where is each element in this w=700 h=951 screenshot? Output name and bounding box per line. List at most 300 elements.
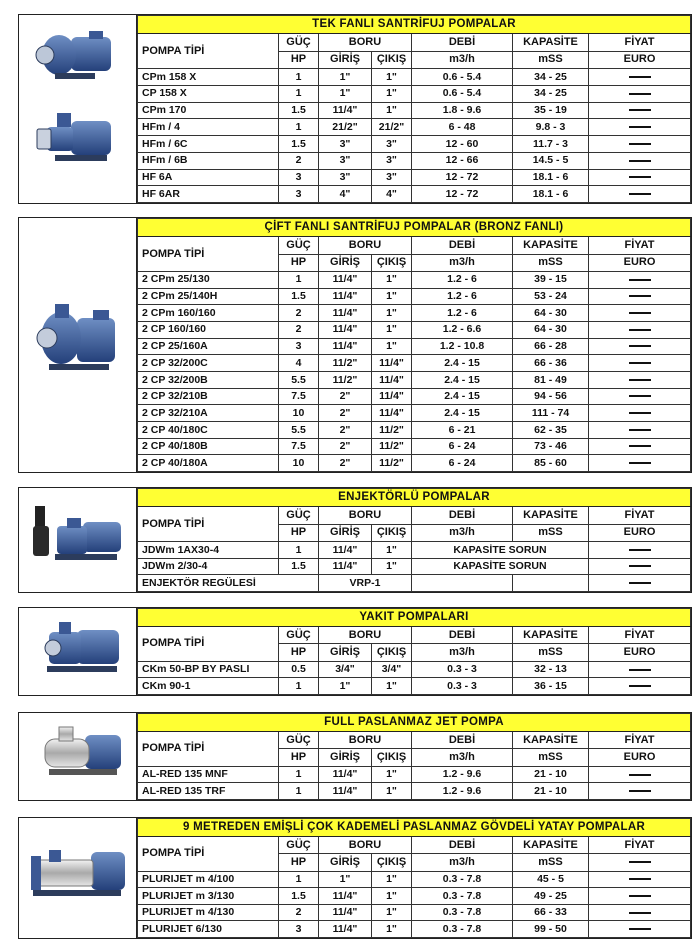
table-row (138, 152, 691, 169)
hp-cell: 3 (279, 338, 319, 355)
twin-impeller-pump-icon (19, 218, 135, 471)
table-row (138, 888, 691, 905)
dash-mark (629, 445, 651, 447)
header-debi: DEBİ (412, 507, 513, 524)
header-kapasite: KAPASİTE (513, 237, 589, 254)
header-pompa-tipi: POMPA TİPİ (138, 837, 279, 872)
debi-cell: 1.2 - 9.6 (412, 766, 513, 783)
header-mss: mSS (513, 524, 589, 541)
header-cikis: ÇIKIŞ (372, 854, 412, 871)
price-cell (589, 558, 691, 575)
table-row (138, 169, 691, 186)
hp-cell: 1 (279, 766, 319, 783)
cikis-cell: 3" (372, 152, 412, 169)
header-pompa-tipi: POMPA TİPİ (138, 237, 279, 272)
table-row (138, 783, 691, 800)
dash-mark (629, 76, 651, 78)
price-cell (589, 904, 691, 921)
header-euro: EURO (589, 749, 691, 766)
ejector-pump-icon (19, 488, 135, 591)
header-euro: EURO (589, 51, 691, 68)
giris-cell: 21/2" (319, 119, 372, 136)
dash-mark (629, 379, 651, 381)
debi-cell: 12 - 60 (412, 136, 513, 153)
price-cell (589, 321, 691, 338)
cikis-cell: 1" (372, 338, 412, 355)
header-guc: GÜÇ (279, 507, 319, 524)
table-row (138, 119, 691, 136)
centrifugal-pump-icon (19, 15, 135, 202)
giris-cell: 4" (319, 186, 372, 203)
kapasite-cell: 66 - 28 (513, 338, 589, 355)
model-cell: HFm / 6C (138, 136, 279, 153)
model-cell: CP 158 X (138, 85, 279, 102)
debi-cell: 0.3 - 3 (412, 678, 513, 695)
table-row (138, 871, 691, 888)
debi-cell: 6 - 48 (412, 119, 513, 136)
table-row (138, 541, 691, 558)
giris-cell: 1" (319, 85, 372, 102)
model-cell: 2 CP 32/200B (138, 371, 279, 388)
price-cell (589, 405, 691, 422)
debi-cell: 12 - 72 (412, 186, 513, 203)
table-row (138, 678, 691, 695)
dash-mark (629, 861, 651, 863)
product-image (19, 488, 137, 592)
cikis-cell: 1" (372, 888, 412, 905)
product-image (19, 818, 137, 938)
debi-cell: 2.4 - 15 (412, 371, 513, 388)
product-image (19, 15, 137, 203)
kapasite-cell: 21 - 10 (513, 783, 589, 800)
hp-cell: 1 (279, 85, 319, 102)
hp-cell: 1.5 (279, 102, 319, 119)
debi-cell: 0.6 - 5.4 (412, 69, 513, 86)
hp-cell: 1 (279, 783, 319, 800)
hp-cell: 3 (279, 169, 319, 186)
debi-cell: 0.3 - 7.8 (412, 888, 513, 905)
hp-cell: 1.5 (279, 558, 319, 575)
stainless-jet-pump-icon (19, 713, 135, 799)
header-kapasite: KAPASİTE (513, 34, 589, 51)
header-pompa-tipi: POMPA TİPİ (138, 507, 279, 542)
model-cell: AL-RED 135 TRF (138, 783, 279, 800)
price-cell (589, 854, 691, 871)
debi-cell: 2.4 - 15 (412, 388, 513, 405)
section-title: ÇİFT FANLI SANTRİFUJ POMPALAR (BRONZ FANLI) (138, 219, 691, 237)
debi-cell: 1.8 - 9.6 (412, 102, 513, 119)
model-cell: 2 CP 40/180C (138, 421, 279, 438)
table-row (138, 85, 691, 102)
table-row (138, 455, 691, 472)
cikis-cell: 1" (372, 558, 412, 575)
giris-cell: 2" (319, 388, 372, 405)
header-cikis: ÇIKIŞ (372, 51, 412, 68)
price-cell (589, 288, 691, 305)
header-m3h: m3/h (412, 644, 513, 661)
cikis-cell: 1" (372, 541, 412, 558)
dash-mark (629, 462, 651, 464)
header-cikis: ÇIKIŞ (372, 254, 412, 271)
kapasite-cell: 14.5 - 5 (513, 152, 589, 169)
price-cell (589, 69, 691, 86)
header-boru: BORU (319, 627, 412, 644)
dash-mark (629, 362, 651, 364)
giris-cell: 11/4" (319, 288, 372, 305)
hp-cell: 1 (279, 119, 319, 136)
model-cell: 2 CP 32/200C (138, 355, 279, 372)
header-pompa-tipi: POMPA TİPİ (138, 34, 279, 69)
price-cell (589, 455, 691, 472)
cikis-cell: 1" (372, 321, 412, 338)
cikis-cell: 1" (372, 783, 412, 800)
debi-cell: 6 - 21 (412, 421, 513, 438)
header-cikis: ÇIKIŞ (372, 524, 412, 541)
header-hp: HP (279, 51, 319, 68)
model-cell: JDWm 1AX30-4 (138, 541, 279, 558)
table-row (138, 186, 691, 203)
model-cell: HF 6AR (138, 186, 279, 203)
hp-cell: 2 (279, 305, 319, 322)
model-cell: PLURIJET m 4/130 (138, 904, 279, 921)
header-guc: GÜÇ (279, 237, 319, 254)
price-cell (589, 388, 691, 405)
kapasite-cell: 34 - 25 (513, 69, 589, 86)
header-giris: GİRİŞ (319, 524, 372, 541)
section-tek-fanli (18, 14, 692, 204)
header-mss: mSS (513, 51, 589, 68)
price-table (137, 488, 691, 592)
price-cell (589, 305, 691, 322)
header-kapasite: KAPASİTE (513, 507, 589, 524)
header-debi: DEBİ (412, 837, 513, 854)
model-cell: 2 CP 25/160A (138, 338, 279, 355)
price-cell (589, 661, 691, 678)
cikis-cell: 1" (372, 921, 412, 938)
header-fiyat: FİYAT (589, 237, 691, 254)
cikis-cell: 3" (372, 169, 412, 186)
table-row (138, 661, 691, 678)
model-cell: CKm 90-1 (138, 678, 279, 695)
cikis-cell: 11/4" (372, 355, 412, 372)
debi-cell: 6 - 24 (412, 455, 513, 472)
dash-mark (629, 109, 651, 111)
giris-cell: 11/4" (319, 783, 372, 800)
model-cell: 2 CPm 25/130 (138, 271, 279, 288)
price-cell (589, 85, 691, 102)
kapasite-cell: 18.1 - 6 (513, 169, 589, 186)
kapasite-cell: 73 - 46 (513, 438, 589, 455)
hp-cell: 3 (279, 921, 319, 938)
cikis-cell: 1" (372, 766, 412, 783)
header-boru: BORU (319, 837, 412, 854)
model-cell: 2 CPm 160/160 (138, 305, 279, 322)
debi-cell: 1.2 - 6.6 (412, 321, 513, 338)
table-row (138, 338, 691, 355)
cikis-cell: 1" (372, 288, 412, 305)
model-cell: 2 CPm 25/140H (138, 288, 279, 305)
table-row (138, 136, 691, 153)
dash-mark (629, 176, 651, 178)
price-cell (589, 888, 691, 905)
hp-cell: 5.5 (279, 371, 319, 388)
header-debi: DEBİ (412, 237, 513, 254)
model-cell: PLURIJET 6/130 (138, 921, 279, 938)
model-cell: 2 CP 32/210B (138, 388, 279, 405)
model-cell: HF 6A (138, 169, 279, 186)
price-table (137, 608, 691, 695)
debi-cell: 1.2 - 9.6 (412, 783, 513, 800)
dash-mark (629, 126, 651, 128)
hp-cell: 1 (279, 69, 319, 86)
price-cell (589, 575, 691, 592)
giris-cell: 2" (319, 421, 372, 438)
dash-mark (629, 878, 651, 880)
model-cell: PLURIJET m 4/100 (138, 871, 279, 888)
model-cell: PLURIJET m 3/130 (138, 888, 279, 905)
giris-cell: 1" (319, 678, 372, 695)
header-giris: GİRİŞ (319, 749, 372, 766)
price-cell (589, 338, 691, 355)
giris-cell: 3/4" (319, 661, 372, 678)
header-m3h: m3/h (412, 749, 513, 766)
debi-cell: 1.2 - 10.8 (412, 338, 513, 355)
price-cell (589, 119, 691, 136)
hp-cell: 1 (279, 271, 319, 288)
giris-cell: 11/4" (319, 338, 372, 355)
cikis-cell: 11/4" (372, 371, 412, 388)
price-cell (589, 921, 691, 938)
debi-cell: 6 - 24 (412, 438, 513, 455)
header-euro: EURO (589, 524, 691, 541)
giris-cell: 3" (319, 152, 372, 169)
dash-mark (629, 279, 651, 281)
header-fiyat: FİYAT (589, 627, 691, 644)
model-cell: 2 CP 40/180A (138, 455, 279, 472)
header-giris: GİRİŞ (319, 254, 372, 271)
hp-cell: 3 (279, 186, 319, 203)
giris-cell: 3" (319, 136, 372, 153)
price-table (137, 218, 691, 472)
section-title: FULL PASLANMAZ JET POMPA (138, 714, 691, 732)
header-guc: GÜÇ (279, 627, 319, 644)
dash-mark (629, 912, 651, 914)
header-fiyat: FİYAT (589, 34, 691, 51)
price-cell (589, 102, 691, 119)
price-cell (589, 438, 691, 455)
dash-mark (629, 345, 651, 347)
kapasite-cell: 49 - 25 (513, 888, 589, 905)
header-fiyat: FİYAT (589, 507, 691, 524)
debi-cell: 0.3 - 3 (412, 661, 513, 678)
section-title: YAKIT POMPALARI (138, 609, 691, 627)
giris-cell: 11/4" (319, 921, 372, 938)
giris-cell: 11/4" (319, 541, 372, 558)
price-cell (589, 186, 691, 203)
header-kapasite: KAPASİTE (513, 627, 589, 644)
header-fiyat: FİYAT (589, 837, 691, 854)
price-cell (589, 783, 691, 800)
kapasite-cell: 21 - 10 (513, 766, 589, 783)
hp-cell: 10 (279, 405, 319, 422)
header-debi: DEBİ (412, 627, 513, 644)
table-row (138, 766, 691, 783)
kapasite-cell: 94 - 56 (513, 388, 589, 405)
header-cikis: ÇIKIŞ (372, 749, 412, 766)
cikis-cell: 1" (372, 271, 412, 288)
hp-cell: 7.5 (279, 388, 319, 405)
kapasite-cell: 9.8 - 3 (513, 119, 589, 136)
dash-mark (629, 429, 651, 431)
dash-mark (629, 93, 651, 95)
dash-mark (629, 774, 651, 776)
debi-cell: 2.4 - 15 (412, 355, 513, 372)
dash-mark (629, 329, 651, 331)
kapasite-cell: 39 - 15 (513, 271, 589, 288)
product-image (19, 713, 137, 800)
debi-cell: 0.3 - 7.8 (412, 904, 513, 921)
hp-cell: 0.5 (279, 661, 319, 678)
hp-cell: 2 (279, 152, 319, 169)
cikis-cell: 1" (372, 904, 412, 921)
hp-cell: 1.5 (279, 136, 319, 153)
header-hp: HP (279, 854, 319, 871)
model-cell: HFm / 6B (138, 152, 279, 169)
hp-cell: 1.5 (279, 288, 319, 305)
header-kapasite: KAPASİTE (513, 837, 589, 854)
price-cell (589, 152, 691, 169)
fuel-pump-icon (19, 608, 135, 694)
regulator-model: VRP-1 (319, 575, 412, 592)
dash-mark (629, 549, 651, 551)
header-euro: EURO (589, 644, 691, 661)
kapasite-cell: 66 - 36 (513, 355, 589, 372)
model-cell: CKm 50-BP BY PASLI (138, 661, 279, 678)
header-guc: GÜÇ (279, 732, 319, 749)
section-paslanmaz-jet (18, 712, 692, 801)
debi-cell: 1.2 - 6 (412, 271, 513, 288)
header-giris: GİRİŞ (319, 51, 372, 68)
section-title: 9 METREDEN EMİŞLİ ÇOK KADEMELİ PASLANMAZ GÖVDELİ YATAY POMPALAR (138, 819, 691, 837)
table-row (138, 288, 691, 305)
dash-mark (629, 160, 651, 162)
kapasite-cell: 81 - 49 (513, 371, 589, 388)
dash-mark (629, 193, 651, 195)
header-hp: HP (279, 254, 319, 271)
cikis-cell: 3/4" (372, 661, 412, 678)
cikis-cell: 1" (372, 305, 412, 322)
capacity-note-cell: KAPASİTE SORUN (412, 558, 589, 575)
header-hp: HP (279, 749, 319, 766)
price-cell (589, 421, 691, 438)
section-title: ENJEKTÖRLÜ POMPALAR (138, 489, 691, 507)
giris-cell: 11/4" (319, 766, 372, 783)
hp-cell: 1 (279, 678, 319, 695)
cikis-cell: 4" (372, 186, 412, 203)
giris-cell: 11/4" (319, 558, 372, 575)
header-giris: GİRİŞ (319, 644, 372, 661)
model-cell: 2 CP 32/210A (138, 405, 279, 422)
price-cell (589, 355, 691, 372)
hp-cell: 1 (279, 541, 319, 558)
cikis-cell: 1" (372, 678, 412, 695)
header-debi: DEBİ (412, 34, 513, 51)
model-cell: 2 CP 40/180B (138, 438, 279, 455)
price-table (137, 818, 691, 938)
cikis-cell: 11/4" (372, 405, 412, 422)
header-m3h: m3/h (412, 51, 513, 68)
kapasite-cell: 34 - 25 (513, 85, 589, 102)
price-cell (589, 271, 691, 288)
dash-mark (629, 895, 651, 897)
header-mss: mSS (513, 644, 589, 661)
hp-cell: 2 (279, 904, 319, 921)
hp-cell: 1 (279, 871, 319, 888)
kapasite-cell: 18.1 - 6 (513, 186, 589, 203)
table-row (138, 371, 691, 388)
price-cell (589, 371, 691, 388)
kapasite-cell: 62 - 35 (513, 421, 589, 438)
header-m3h: m3/h (412, 254, 513, 271)
cikis-cell: 11/2" (372, 438, 412, 455)
debi-cell: 0.3 - 7.8 (412, 921, 513, 938)
header-boru: BORU (319, 237, 412, 254)
debi-cell: 1.2 - 6 (412, 288, 513, 305)
cikis-cell: 1" (372, 85, 412, 102)
header-guc: GÜÇ (279, 837, 319, 854)
kapasite-cell: 85 - 60 (513, 455, 589, 472)
price-cell (589, 871, 691, 888)
dash-mark (629, 312, 651, 314)
price-cell (589, 541, 691, 558)
kapasite-cell: 45 - 5 (513, 871, 589, 888)
header-mss: mSS (513, 749, 589, 766)
price-cell (589, 766, 691, 783)
header-kapasite: KAPASİTE (513, 732, 589, 749)
hp-cell: 10 (279, 455, 319, 472)
header-giris: GİRİŞ (319, 854, 372, 871)
hp-cell: 1.5 (279, 888, 319, 905)
debi-cell: 1.2 - 6 (412, 305, 513, 322)
price-cell (589, 678, 691, 695)
header-euro: EURO (589, 254, 691, 271)
model-cell: CPm 170 (138, 102, 279, 119)
table-row (138, 575, 691, 592)
model-cell: JDWm 2/30-4 (138, 558, 279, 575)
table-row (138, 904, 691, 921)
debi-cell: 0.3 - 7.8 (412, 871, 513, 888)
debi-cell: 0.6 - 5.4 (412, 85, 513, 102)
giris-cell: 11/4" (319, 321, 372, 338)
table-row (138, 388, 691, 405)
giris-cell: 11/4" (319, 305, 372, 322)
header-pompa-tipi: POMPA TİPİ (138, 732, 279, 767)
table-row (138, 438, 691, 455)
kapasite-cell: 64 - 30 (513, 321, 589, 338)
giris-cell: 11/4" (319, 904, 372, 921)
header-mss: mSS (513, 254, 589, 271)
dash-mark (629, 685, 651, 687)
model-cell: HFm / 4 (138, 119, 279, 136)
header-hp: HP (279, 644, 319, 661)
table-row (138, 921, 691, 938)
header-fiyat: FİYAT (589, 732, 691, 749)
giris-cell: 3" (319, 169, 372, 186)
table-row (138, 321, 691, 338)
dash-mark (629, 582, 651, 584)
table-row (138, 355, 691, 372)
kapasite-cell: 66 - 33 (513, 904, 589, 921)
